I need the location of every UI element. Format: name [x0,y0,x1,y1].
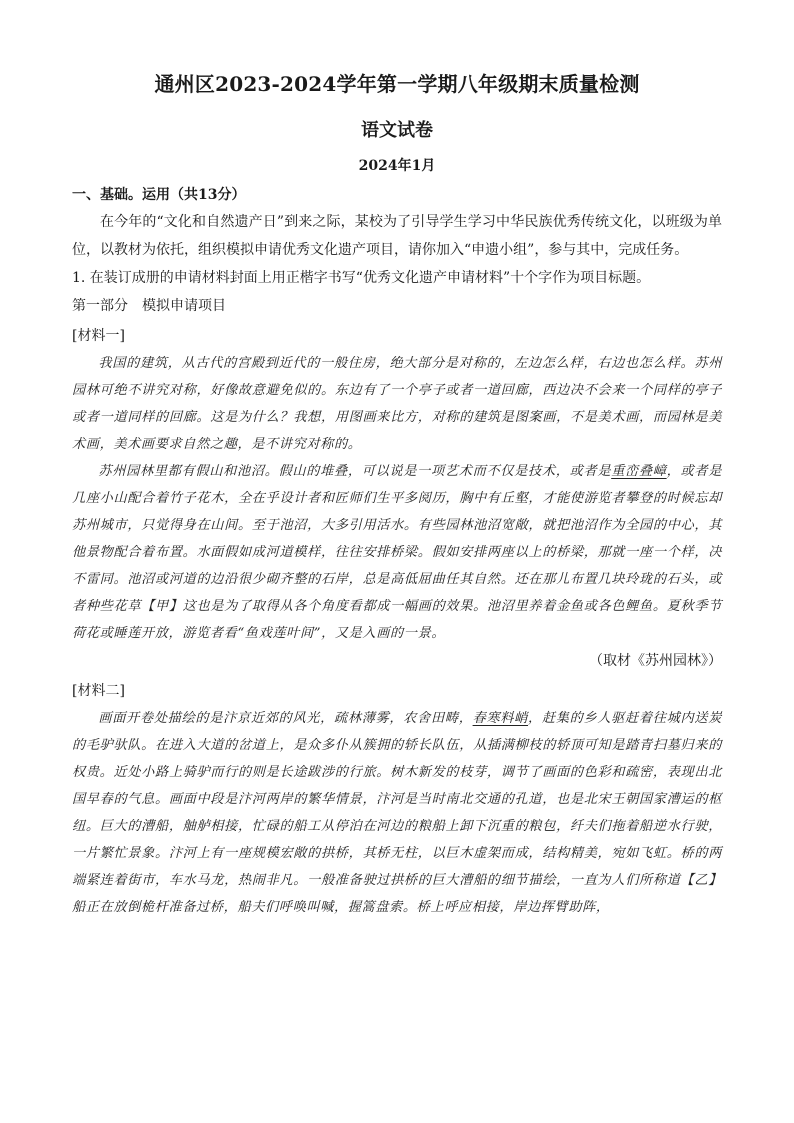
material-2-paragraph-1-text-a: 画面开卷处描绘的是汴京近郊的风光，疏林薄雾，农舍田畴， [98,711,473,726]
material-1-paragraph-2 [72,458,722,647]
task-intro: 在今年的“文化和自然遗产日”到来之际，某校为了引导学生学习中华民族优秀传统文化，以班级为单位，以教材为依托，组织模拟申请优秀文化遗产项目，请你加入“申遗小组”，参与其中，完成任务。 [72,214,722,258]
exam-subtitle: 语文试卷 [361,120,433,141]
material-1-source: （取材《苏州园林》） [589,653,722,669]
material-1-label: [材料一] [72,328,125,344]
material-2-paragraph-1 [72,705,722,921]
section-heading: 一、基础。运用（共13分） [72,187,246,203]
material-2-label: [材料二] [72,683,125,699]
underlined-phrase: 春寒料峭 [472,711,529,726]
part-label: 第一部分 模拟申请项目 [72,298,226,314]
material-1-paragraph-2-text-a: 苏州园林里都有假山和池沼。假山的堆叠，可以说是一项艺术而不仅是技术，或者是 [98,464,612,479]
material-1-paragraph-2-text-b: ，或者是几座小山配合着竹子花木，全在乎设计者和匠师们生平多阅历，胸中有丘壑，才能使游览者攀登的时候忘却苏州城市，只觉得身在山间。至于池沼，大多引用活水。有些园林池沼宽敞，就把池沼作为全园的中心，其他景物配合着布置。水面假如成河道模样，往往安排桥梁。假如安排两座以上的桥梁，那就一座一个样，决不雷同。池沼或河道的边沿很少砌齐整的石岸，总是高低屈曲任其自然。还在那儿布置几块玲珑的石头，或者种些花草【甲】这也是为了取得从各个角度看都成一幅画的效果。池沼里养着金鱼或各色鲤鱼。夏秋季节荷花或睡莲开放，游览者看“鱼戏莲叶间”，又是入画的一景。 [72,464,722,641]
document-page [72,70,722,921]
material-2-paragraph-1-text-b: ，赶集的乡人驱赶着往城内送炭的毛驴驮队。在进入大道的岔道上，是众多仆从簇拥的轿长队伍，从插满柳枝的轿顶可知是踏青扫墓归来的权贵。近处小路上骑驴而行的则是长途跋涉的行旅。树木新发的枝芽，调节了画面的色彩和疏密，表现出北国早春的气息。画面中段是汴河两岸的繁华情景，汴河是当时南北交通的孔道，也是北宋王朝国家漕运的枢纽。巨大的漕船，舳舻相接，忙碌的船工从停泊在河边的粮船上卸下沉重的粮包，纤夫们拖着船逆水行驶，一片繁忙景象。汴河上有一座规模宏敞的拱桥，其桥无柱，以巨木虚架而成，结构精美，宛如飞虹。桥的两端紧连着街市，车水马龙，热闹非凡。一般准备驶过拱桥的巨大漕船的细节描绘，一直为人们所称道【乙】船正在放倒桅杆准备过桥，船夫们呼唤叫喊，握篙盘索。桥上呼应相接，岸边挥臂助阵， [72,711,722,915]
exam-title: 通州区2023-2024学年第一学期八年级期末质量检测 [154,72,640,96]
underlined-phrase: 重峦叠嶂 [611,464,667,479]
exam-date: 2024年1月 [358,158,436,174]
question-1: 1. 在装订成册的申请材料封面上用正楷字书写“优秀文化遗产申请材料”十个字作为项目标题。 [72,270,651,286]
material-1-paragraph-1: 我国的建筑，从古代的宫殿到近代的一般住房，绝大部分是对称的，左边怎么样，右边也怎么样。苏州园林可绝不讲究对称，好像故意避免似的。东边有了一个亭子或者一道回廊，西边决不会来一个同样的亭子或者一道同样的回廊。这是为什么？我想，用图画来比方，对称的建筑是图案画，不是美术画，而园林是美术画，美术画要求自然之趣，是不讲究对称的。 [72,356,722,452]
